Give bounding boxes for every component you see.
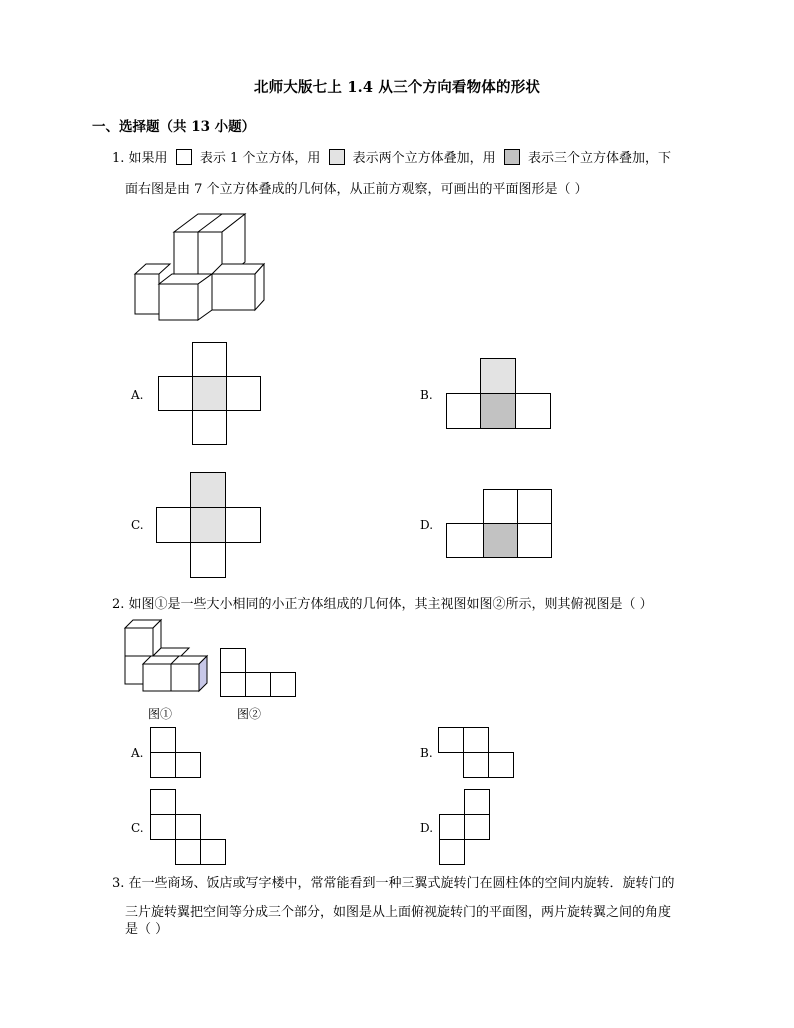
q1-option-d-figure[interactable]: [446, 489, 553, 559]
q2-option-a-figure[interactable]: [150, 727, 202, 779]
q2-figure-1: [124, 618, 210, 694]
q2-option-c-figure[interactable]: [150, 789, 228, 866]
q1-line2: 面右图是由 7 个立方体叠成的几何体，从正前方观察，可画出的平面图形是（ ）: [125, 182, 588, 197]
q1-text-b: 表示 1 个立方体，用: [199, 151, 321, 166]
q2-option-d-label[interactable]: D.: [420, 821, 434, 835]
q1-option-c-label[interactable]: C.: [131, 518, 144, 532]
q1-cube-figure: [130, 210, 270, 325]
q1-text-a: 1. 如果用: [112, 151, 168, 166]
q1-option-c-figure[interactable]: [156, 472, 262, 579]
q2-figure-2-caption: 图②: [237, 707, 262, 721]
q2-option-c-label[interactable]: C.: [131, 821, 144, 835]
section-heading: 一、选择题（共 13 小题）: [92, 119, 256, 135]
q1-text-d: 表示三个立方体叠加，下: [527, 151, 671, 166]
q2-figure-2: [220, 648, 298, 698]
q3-line1: 3. 在一些商场、饭店或写字楼中，常常能看到一种三翼式旋转门在圆柱体的空间内旋转．旋转门的: [112, 876, 675, 891]
q2-text: 2. 如图①是一些大小相同的小正方体组成的几何体，其主视图如图②所示，则其俯视图是（ ）: [112, 597, 653, 612]
q1-text-c: 表示两个立方体叠加，用: [352, 151, 496, 166]
q3-line2: 三片旋转翼把空间等分成三个部分，如图是从上面俯视旋转门的平面图，两片旋转翼之间的角度: [125, 905, 672, 920]
q1-option-b-figure[interactable]: [446, 358, 552, 430]
q2-figure-1-caption: 图①: [148, 707, 173, 721]
q1-option-d-label[interactable]: D.: [420, 518, 434, 532]
legend-white-square: [176, 149, 192, 165]
q1-option-a-figure[interactable]: [158, 342, 262, 446]
legend-dark-gray-square: [504, 149, 520, 165]
legend-light-gray-square: [329, 149, 345, 165]
q1-option-a-label[interactable]: A.: [131, 388, 144, 402]
q1-line1: [112, 143, 671, 174]
q2-option-b-figure[interactable]: [438, 727, 516, 779]
q3-line3: 是（ ）: [125, 922, 169, 937]
q1-option-b-label[interactable]: B.: [420, 388, 433, 402]
page-title: 北师大版七上 1.4 从三个方向看物体的形状: [253, 79, 541, 96]
q2-option-d-figure[interactable]: [439, 789, 491, 866]
q2-option-a-label[interactable]: A.: [131, 746, 144, 760]
q2-option-b-label[interactable]: B.: [420, 746, 433, 760]
